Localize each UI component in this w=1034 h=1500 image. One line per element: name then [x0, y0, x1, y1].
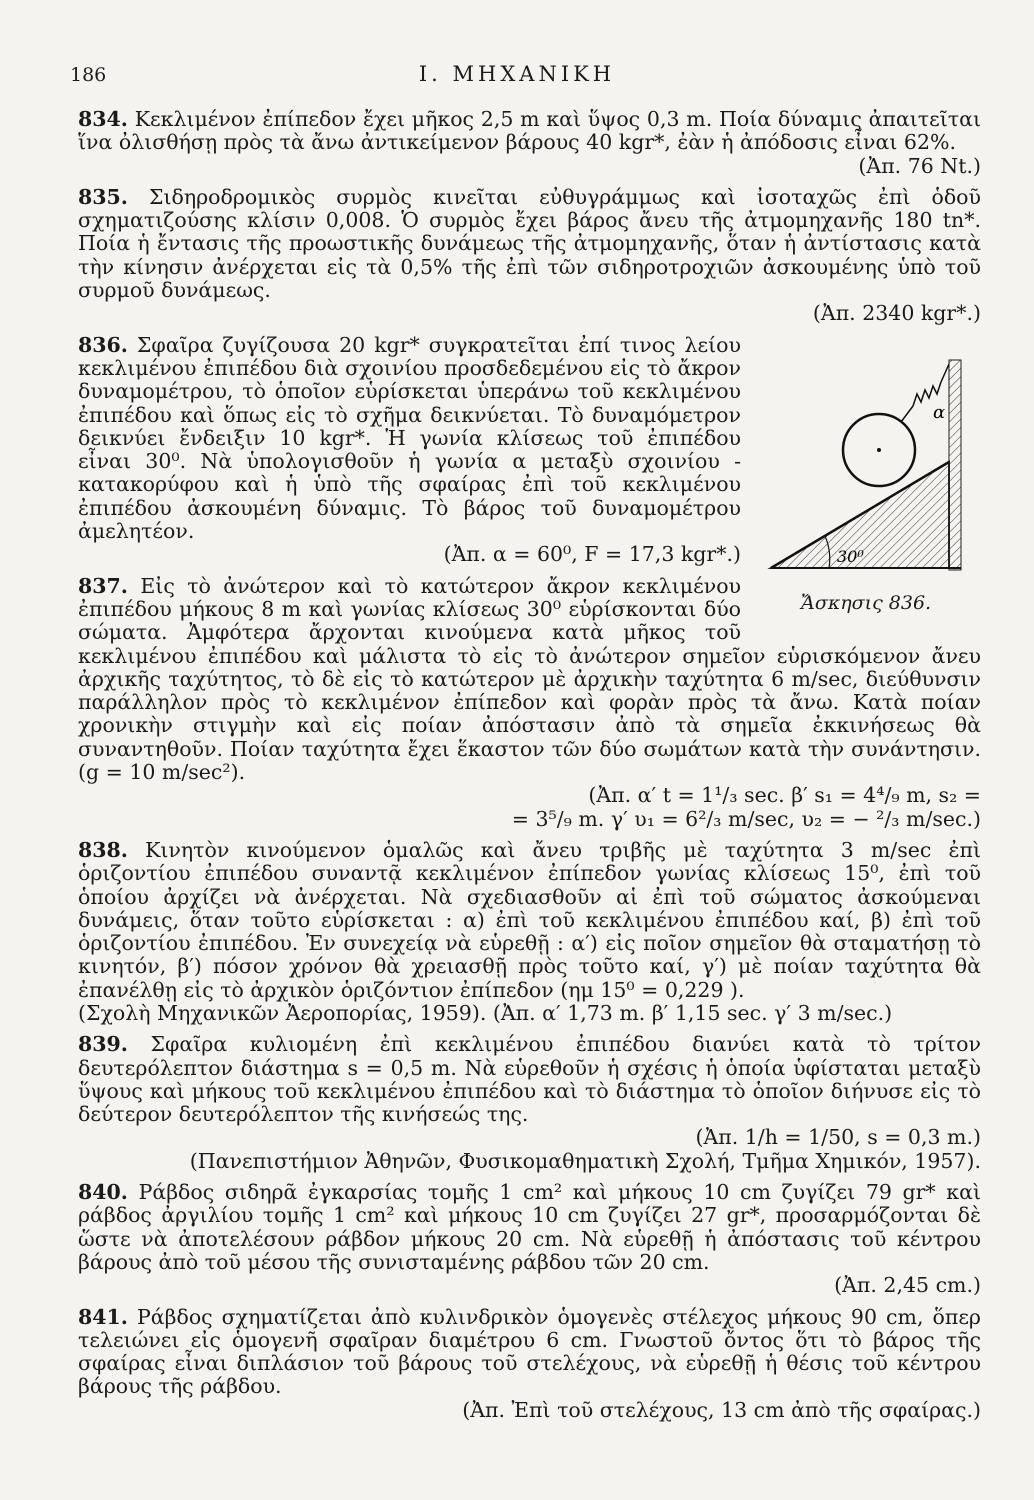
problem-number: 840.	[78, 1180, 128, 1205]
figure-836	[751, 340, 981, 630]
problem-answer-line1: (Ἀπ. α′ t = 1¹/₃ sec. β′ s₁ = 4⁴/₉ m, s₂ =	[588, 783, 981, 808]
problem-text: Κεκλιμένον ἐπίπεδον ἔχει μῆκος 2,5 m καὶ ὕψος 0,3 m. Ποία δύναμις ἀπαιτεῖται ἵνα ὀλισθήσῃ πρὸς τὰ ἄνω ἀντικείμενον βάρους 40 kgr*, ἐὰν ἡ ἀπόδοσις εἶναι 62%.	[78, 107, 981, 155]
problem-number: 838.	[78, 837, 128, 862]
rope	[901, 406, 913, 422]
rope-upper	[941, 364, 949, 382]
problem-840	[78, 1181, 981, 1297]
angle-label: 30⁰	[837, 546, 864, 566]
problem-839	[78, 1033, 981, 1173]
problem-838	[78, 839, 981, 1025]
problem-source-answer: (Σχολὴ Μηχανικῶν Ἀεροπορίας, 1959). (Ἀπ. α′ 1,73 m. β′ 1,15 sec. γ′ 3 m/sec.)	[78, 1000, 893, 1025]
problem-text: Κινητὸν κινούμενον ὁμαλῶς καὶ ἄνευ τριβῆς μὲ ταχύτητα 3 m/sec ἐπὶ ὁριζοντίου ἐπιπέδου συναντᾷ κεκλιμένον ἐπίπεδον γωνίας κλίσεως 15⁰, ἐπὶ τοῦ ὁποίου ἀρχίζει νὰ ἀνέρχεται. Νὰ σχεδιασθοῦν αἱ ἐπὶ τοῦ σώματος ἀσκούμεναι δυνάμεις, ὅταν τοῦτο εὑρίσκεται : α) ἐπὶ τοῦ κεκλιμένου ἐπιπέδου καί, β) ἐπὶ τοῦ ὁριζοντίου ἐπιπέδου. Ἐν συνεχείᾳ νὰ εὑρεθῇ : α′) εἰς ποῖον σημεῖον θὰ σταματήσῃ τὸ κινητόν, β′) πόσον χρόνον θὰ χρειασθῇ πρὸς τοῦτο καί, γ′) μὲ ποίαν ταχύτητα θὰ ἐπανέλθῃ εἰς τὸ ἀρχικὸν ὁριζόντιον ἐπίπεδον (ημ 15⁰ = 0,229 ).	[78, 837, 981, 1002]
problem-answer: (Ἀπ. 76 Nt.)	[858, 153, 981, 178]
figure-caption: Ἄσκησις 836.	[800, 591, 932, 614]
problem-answer: (Ἀπ. 2340 kgr*.)	[812, 301, 981, 326]
problem-text: Σφαῖρα ζυγίζουσα 20 kgr* συγκρατεῖται ἐπί τινος λείου κεκλιμένου ἐπιπέδου διὰ σχοινίου προσδεδεμένου εἰς τὸ ἄκρον δυναμομέτρου, τὸ ὁποῖον εὑρίσκεται ὑπεράνω τοῦ κεκλιμένου ἐπιπέδου καὶ ὅπως εἰς τὸ σχῆμα δεικνύεται. Τὸ δυναμόμετρον δεικνύει ἔνδειξιν 10 kgr*. Ἡ γωνία κλίσεως τοῦ ἐπιπέδου εἶναι 30⁰. Νὰ ὑπολογισθοῦν ἡ γωνία α μεταξὺ σχοινίου - κατακορύφου καὶ ἡ ὑπὸ τῆς σφαίρας ἐπὶ τοῦ κεκλιμένου ἐπιπέδου ἀσκουμένη δύναμις. Τὸ βάρος τοῦ δυναμομέτρου ἀμελητέον.	[78, 332, 741, 544]
page-number: 186	[70, 64, 107, 86]
problem-number: 835.	[78, 184, 128, 209]
problem-answer: (Ἀπ. Ἐπὶ τοῦ στελέχους, 13 cm ἀπὸ τῆς σφαίρας.)	[462, 1397, 981, 1422]
problem-text: Σιδηροδρομικὸς συρμὸς κινεῖται εὐθυγράμμως καὶ ἰσοταχῶς ἐπὶ ὁδοῦ σχηματιζούσης κλίσιν 0,008. Ὁ συρμὸς ἔχει βάρος ἄνευ τῆς ἀτμομηχανῆς 180 tn*. Ποία ἡ ἔντασις τῆς προωστικῆς δυνάμεως τῆς ἀτμομηχανῆς, ὅταν ἡ ἀντίστασις κατὰ τὴν κίνησιν ἀνέρχεται εἰς τὰ 0,5% τῆς ἐπὶ τῶν σιδηροτροχιῶν ἀσκουμένης ὑπὸ τοῦ συρμοῦ δυνάμεως.	[78, 184, 981, 303]
problem-number: 834.	[78, 107, 128, 131]
page-header	[70, 58, 964, 98]
problem-answer: (Ἀπ. 1/h = 1/50, s = 0,3 m.)	[695, 1125, 981, 1150]
sphere-center	[877, 448, 881, 452]
problem-text: Ράβδος σιδηρᾶ ἐγκαρσίας τομῆς 1 cm² καὶ μήκους 10 cm ζυγίζει 79 gr* καὶ ράβδος ἀργιλίου τομῆς 1 cm² καὶ μήκους 10 cm ζυγίζει 27 gr*, προσαρμόζονται δὲ ὥστε νὰ ἀποτελέσουν ράβδον μήκους 20 cm. Νὰ εὑρεθῇ ἡ ἀπόστασις τοῦ κέντρου βάρους ἀπὸ τοῦ μέσου τῆς συνισταμένης ράβδου τῶν 20 cm.	[78, 1180, 981, 1274]
problem-answer: (Ἀπ. 2,45 cm.)	[834, 1273, 981, 1298]
problem-834	[78, 108, 981, 178]
alpha-label: α	[933, 401, 946, 423]
problem-answer: (Ἀπ. α = 60⁰, F = 17,3 kgr*.)	[443, 542, 741, 567]
problem-number: 837.	[78, 573, 128, 598]
body-text	[78, 108, 981, 1430]
problem-text: Ράβδος σχηματίζεται ἀπὸ κυλινδρικὸν ὁμογενὲς στέλεχος μήκους 90 cm, ὅπερ τελειώνει εἰς ὁμογενῆ σφαῖραν διαμέτρου 6 cm. Γνωστοῦ ὄντος ὅτι τὸ βάρος τῆς σφαίρας εἶναι διπλάσιον τοῦ βάρους τοῦ στελέχους, νὰ εὑρεθῇ ἡ θέσις τοῦ κέντρου βάρους τῆς ράβδου.	[78, 1304, 981, 1399]
inclined-plane-diagram	[751, 340, 981, 600]
problem-source: (Πανεπιστήμιον Ἀθηνῶν, Φυσικομαθηματικὴ Σχολή, Τμῆμα Χημικόν, 1957).	[189, 1148, 981, 1173]
problem-841	[78, 1306, 981, 1422]
wall	[949, 360, 961, 570]
problem-835	[78, 186, 981, 326]
problem-number: 836.	[78, 332, 128, 357]
problem-number: 839.	[78, 1032, 128, 1057]
problem-text: Σφαῖρα κυλιομένη ἐπὶ κεκλιμένου ἐπιπέδου διανύει κατὰ τὸ τρίτον δευτερόλεπτον διάστημα s = 0,5 m. Νὰ εὑρεθοῦν ἡ σχέσις ἡ ὁποία ὑφίσταται μεταξὺ ὕψους καὶ μήκους τοῦ κεκλιμένου ἐπιπέδου καὶ τὸ διάστημα τὸ ὁποῖον διήνυσε εἰς τὸ δεύτερον δευτερόλεπτον τῆς κινήσεώς της.	[78, 1032, 981, 1127]
running-title: I. ΜΗΧΑΝΙΚΗ	[418, 62, 616, 86]
problem-number: 841.	[78, 1304, 128, 1329]
problem-answer-line2: = 3⁵/₉ m. γ′ υ₁ = 6²/₃ m/sec, υ₂ = − ²/₃ m/sec.)	[511, 806, 981, 831]
problem-text: Εἰς τὸ ἀνώτερον καὶ τὸ κατώτερον ἄκρον κεκλιμένου ἐπιπέδου μήκους 8 m καὶ γωνίας κλίσεως 30⁰ εὑρίσκονται δύο σώματα. Ἀμφότερα ἄρχονται κινούμενα κατὰ μῆκος τοῦ κεκλιμένου ἐπιπέδου καὶ μάλιστα τὸ εἰς τὸ ἀνώτερον σημεῖον εὑρισκόμενον ἄνευ ἀρχικῆς ταχύτητος, τὸ δὲ εἰς τὸ κατώτερον μὲ ἀρχικὴν ταχύτητα 6 m/sec, διεύθυνσιν παράλληλον πρὸς τὸ κεκλιμένον ἐπίπεδον καὶ φορὰν πρὸς τὰ ἄνω. Κατὰ ποίαν χρονικὴν στιγμὴν καὶ εἰς ποίαν ἀπόστασιν ἀπὸ τὰ σημεῖα ἐκκινήσεως θὰ συναντηθοῦν. Ποίαν ταχύτητα ἔχει ἕκαστον τῶν δύο σωμάτων κατὰ τὴν συνάντησιν. (g = 10 m/sec²).	[78, 573, 981, 785]
